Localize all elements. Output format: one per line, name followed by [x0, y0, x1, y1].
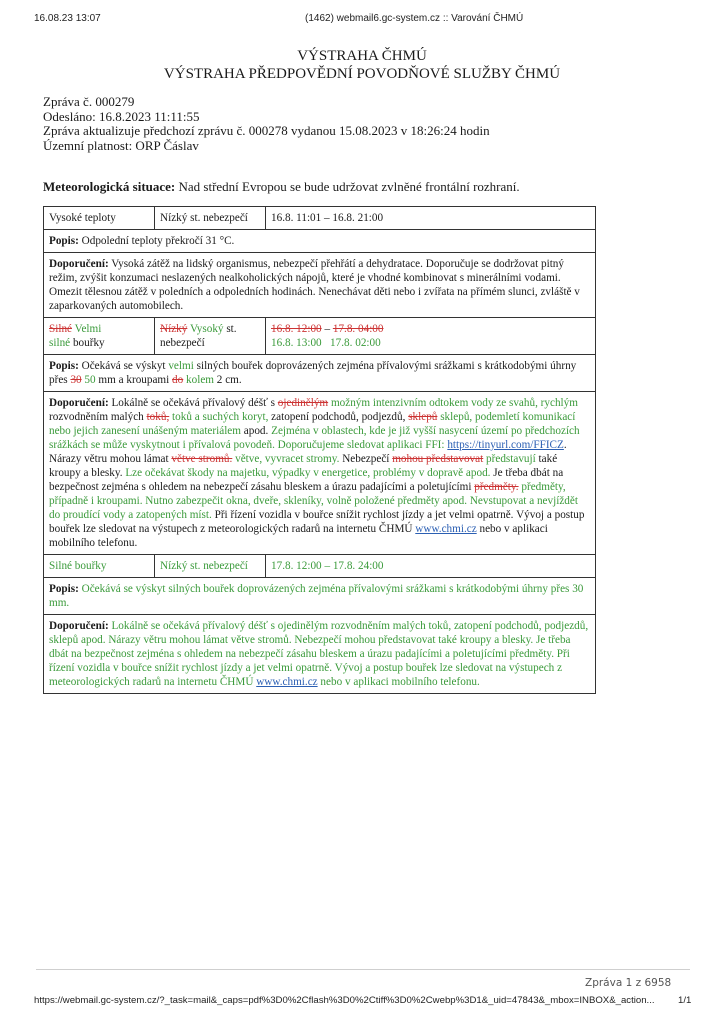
doporuceni-text: Vysoká zátěž na lidský organismus, nebezpečí přehřátí a dehydratace. Doporučuje se dodržovat pitný režim, zvýšit konzumaci neslazených nealkoholických nápojů, které je vhodné kombinovat s minerálními vodami. Omezit tělesnou zátěž v poledních a odpoledních hodinách. Nenechávat děti nebo i zvířata na přímém slunci, zvláště v zaparkovaných automobilech. [49, 258, 580, 312]
print-page-title: (1462) webmail6.gc-system.cz :: Varování ČHMÚ [305, 13, 524, 24]
added-text: Vysoký [189, 323, 224, 335]
removed-text: Silné [49, 323, 72, 335]
added-text: 17.8. 02:00 [330, 337, 381, 349]
text: Při řízení vozidla v bouřce snížit rychlost jízdy a jet velmi opatrně. Vývoj a postup bouřek lze sledovat na výstupech z meteorologických radarů na internetu ČHMÚ [49, 509, 585, 535]
phenomenon-rest: bouřky [72, 337, 105, 349]
popis-cell [44, 230, 596, 253]
removed-text: toků, [146, 411, 170, 423]
meteo-label: Meteorologická situace: [43, 179, 176, 194]
doporuceni-label: Doporučení: [49, 397, 109, 409]
popis-label: Popis: [49, 360, 79, 372]
period-cell: 17.8. 12:00 – 17.8. 24:00 [266, 555, 596, 578]
text: zatopení podchodů, podjezdů, [268, 411, 409, 423]
meteo-text: Nad střední Evropou se bude udržovat zvlněné frontální rozhraní. [175, 179, 520, 194]
added-text: možným intenzivním odtokem vody ze svahů, rychlým [330, 397, 578, 409]
text: také kroupy a blesky. [49, 453, 558, 479]
removed-text: předměty. [474, 481, 519, 493]
text: silných bouřek doprovázených zejména přívalovými srážkami s krátkodobými úhrny přes [49, 360, 577, 386]
added-text: větve, vyvracet stromy. [235, 453, 340, 465]
added-text: 16.8. 13:00 [271, 337, 322, 349]
added-text: 50 [84, 374, 96, 386]
removed-text: 30 [70, 374, 82, 386]
text: Je třeba dbát na bezpečnost zejména s ohledem na nebezpečí zásahu bleskem a úrazu padajícími a poletujícími [49, 467, 564, 493]
title-line-1: VÝSTRAHA ČHMÚ [297, 48, 427, 64]
warning-row [44, 207, 596, 230]
sent-time: Odesláno: 16.8.2023 11:11:55 [43, 108, 200, 124]
text: mm a kroupami [95, 374, 173, 386]
added-text: Velmi [74, 323, 102, 335]
print-datetime: 16.08.23 13:07 [34, 13, 101, 24]
removed-text: větve stromů. [171, 453, 233, 465]
print-page-number: 1/1 [678, 995, 692, 1006]
text: apod. [240, 425, 272, 437]
level-cell: Nízký st. nebezpečí [155, 555, 266, 578]
removed-text: 16.8. 12:00 [271, 323, 322, 335]
phenomenon-cell: Vysoké teploty [44, 207, 155, 230]
level-rest: st. nebezpečí [160, 323, 237, 349]
added-text: Zejména v oblastech, kde je již vyšší nasycení území po předchozích srážkách se může vyskytnout i přívalová povodeň. Doporučujeme sledovat aplikaci FFI: [49, 425, 580, 451]
added-text: silné [49, 337, 71, 349]
doporuceni-cell [44, 615, 596, 694]
removed-text: ojedinělým [277, 397, 329, 409]
period-cell: 16.8. 11:01 – 16.8. 21:00 [266, 207, 596, 230]
level-cell [155, 318, 266, 355]
popis-label: Popis: [49, 235, 79, 247]
removed-text: sklepů [408, 411, 438, 423]
period-dash: – [324, 323, 331, 335]
text: rozvodněním malých [49, 411, 147, 423]
popis-row [44, 355, 596, 392]
removed-text: 17.8. 04:00 [332, 323, 384, 335]
chmi-link[interactable]: www.chmi.cz [415, 523, 477, 535]
text: nebo v aplikaci mobilního telefonu. [49, 523, 548, 549]
added-text: nebo v aplikaci mobilního telefonu. [317, 676, 480, 688]
added-text: představují [486, 453, 536, 465]
popis-text: Odpolední teploty překročí 31 °C. [78, 235, 235, 247]
text: Lokálně se očekává přívalový déšť s [108, 397, 278, 409]
doporuceni-label: Doporučení: [49, 620, 109, 632]
text: Nebezpečí [339, 453, 393, 465]
ffi-app-link[interactable]: https://tinyurl.com/FFICZ [447, 439, 564, 451]
added-text: Očekává se výskyt silných bouřek doprovázených zejména přívalovými srážkami s krátkodobými úhrny přes 30 mm. [49, 583, 584, 609]
report-number: Zpráva č. 000279 [43, 94, 135, 109]
added-text: Lze očekávat škody na majetku, výpadky v energetice, problémy v dopravě apod. [125, 467, 491, 479]
phenomenon-cell [44, 318, 155, 355]
doporuceni-cell [44, 392, 596, 555]
doporuceni-label: Doporučení: [49, 258, 109, 270]
text: 2 cm. [214, 374, 242, 386]
added-text: Lokálně se očekává přívalový déšť s ojedinělým rozvodněním malých toků, zatopení podchodů, podjezdů, sklepů apod. Nárazy větru mohou lámat větve stromů. Nebezpečí mohou představovat také kroupy a blesky. Je třeba dbát na bezpečnost zejména s ohledem na nebezpečí zásahu bleskem a úrazu padajícími a poletujícími předměty. Při řízení vozidla v bouřce snížit rychlost jízdy a jet velmi opatrně. Vývoj a postup bouřek lze sledovat na výstupech z meteorologických radarů na internetu ČHMÚ [49, 620, 589, 688]
popis-cell [44, 578, 596, 615]
title-line-2: VÝSTRAHA PŘEDPOVĚDNÍ POVODŇOVÉ SLUŽBY ČHMÚ [163, 66, 561, 82]
popis-row [44, 230, 596, 253]
warning-row [44, 318, 596, 355]
footer-divider [36, 969, 690, 970]
popis-row [44, 578, 596, 615]
doporuceni-row [44, 615, 596, 694]
added-text: předměty, případně i kroupami. Nutno zabezpečit okna, dveře, skleníky, volně položené předměty apod. Nevstupovat a nevjíždět do proudící vody a zatopených míst. [49, 481, 578, 521]
message-meta [43, 95, 490, 153]
territory: Územní platnost: ORP Čáslav [43, 137, 199, 153]
added-text: kolem [186, 374, 214, 386]
update-note: Zpráva aktualizuje předchozí zprávu č. 000278 vydanou 15.08.2023 v 18:26:24 hodin [43, 123, 490, 138]
doporuceni-row [44, 253, 596, 318]
phenomenon-cell: Silné bouřky [44, 555, 155, 578]
meteo-situation [43, 179, 520, 195]
text: . Nárazy větru mohou lámat [49, 439, 567, 465]
text: Očekává se výskyt [78, 360, 169, 372]
popis-label: Popis: [49, 583, 79, 595]
period-cell [266, 318, 596, 355]
doporuceni-cell [44, 253, 596, 318]
added-text: toků a suchých koryt, [172, 411, 269, 423]
popis-cell [44, 355, 596, 392]
message-pager: Zpráva 1 z 6958 [585, 977, 672, 989]
removed-text: mohou představovat [392, 453, 484, 465]
added-text: sklepů, podemletí komunikací nebo jejich zanesení unášeným materiálem [49, 411, 576, 437]
chmi-link[interactable]: www.chmi.cz [256, 676, 318, 688]
removed-text: do [172, 374, 184, 386]
page-title [0, 47, 724, 83]
doporuceni-row [44, 392, 596, 555]
print-url: https://webmail.gc-system.cz/?_task=mail&_caps=pdf%3D0%2Cflash%3D0%2Ctiff%3D0%2Cwebp%3D1&_uid=47843&_mbox=INBOX&_action... [34, 995, 655, 1006]
warning-row [44, 555, 596, 578]
removed-text: Nízký [160, 323, 188, 335]
warnings-table [43, 206, 596, 694]
added-text: velmi [168, 360, 194, 372]
level-cell: Nízký st. nebezpečí [155, 207, 266, 230]
